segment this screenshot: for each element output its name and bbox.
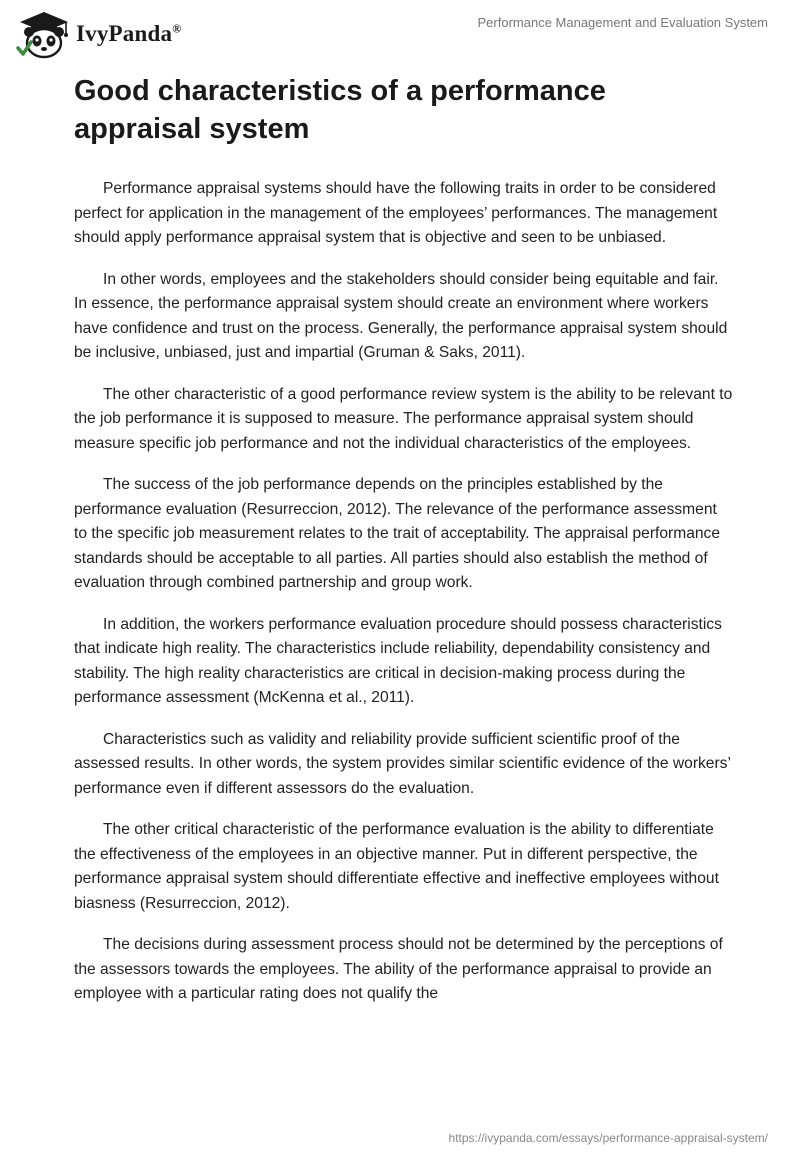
article-body <box>74 72 734 1024</box>
brand-logo[interactable] <box>14 8 181 60</box>
paragraph: In other words, employees and the stakeholders should consider being equitable and fair. In essence, the performance appraisal system should create an environment where workers have confidence and trust on the process. Generally, the performance appraisal system should be inclusive, unbiased, just and impartial (Gruman & Saks, 2011). <box>74 270 728 361</box>
page-header <box>0 0 800 70</box>
source-url[interactable]: https://ivypanda.com/essays/performance-appraisal-system/ <box>448 1131 768 1145</box>
paragraph: The decisions during assessment process should not be determined by the perceptions of the assessors towards the employees. The ability of the performance appraisal to provide an employee with a particular rating does not qualify the <box>74 936 723 1002</box>
document-title: Performance Management and Evaluation System <box>477 15 768 30</box>
paragraph: The other characteristic of a good performance review system is the ability to be relevant to the job performance it is supposed to measure. The performance appraisal system should measure specific job performance and not the individual characteristics of the employees. <box>74 385 733 452</box>
section-heading: Good characteristics of a performance appraisal system <box>74 75 606 145</box>
registered-mark: ® <box>172 21 182 36</box>
paragraph: Characteristics such as validity and reliability provide sufficient scientific proof of the assessed results. In other words, the system provides similar scientific evidence of the workers’ performance even if different assessors do the evaluation. <box>74 730 731 797</box>
paragraph: Performance appraisal systems should have the following traits in order to be considered perfect for application in the management of the employees’ performances. The management should apply performance appraisal system that is objective and seen to be unbiased. <box>74 180 718 246</box>
brand-name: IvyPanda® <box>76 21 182 46</box>
paragraph: The success of the job performance depends on the principles established by the performance evaluation (Resurreccion, 2012). The relevance of the performance assessment to the specific job measurement relates to the trait of acceptability. The appraisal performance standards should be acceptable to all parties. All parties should also establish the method of evaluation through combined partnership and group work. <box>74 476 721 591</box>
panda-graduate-icon <box>14 8 70 60</box>
paragraph: The other critical characteristic of the performance evaluation is the ability to differentiate the effectiveness of the employees in an objective manner. Put in different perspective, the performance appraisal system should differentiate effective and ineffective employees without biasness (Resurreccion, 2012). <box>74 821 719 912</box>
paragraph: In addition, the workers performance evaluation procedure should possess characteristics that indicate high reality. The characteristics include reliability, dependability consistency and stability. The high reality characteristics are critical in decision-making process during the performance assessment (McKenna et al., 2011). <box>74 615 722 706</box>
